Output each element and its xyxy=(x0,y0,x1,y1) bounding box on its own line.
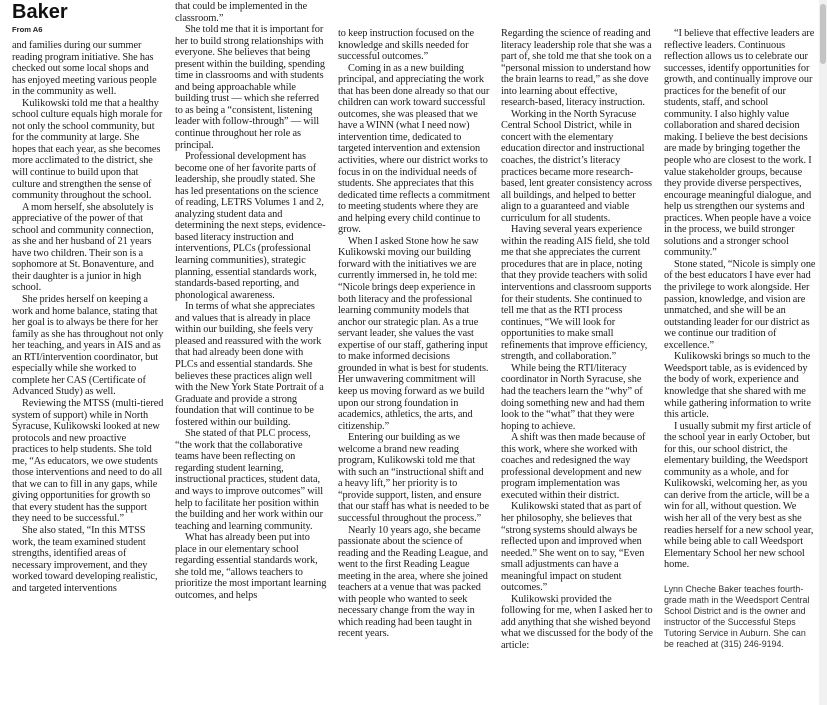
column-1 xyxy=(12,1,164,702)
continued-from: From A6 xyxy=(12,25,43,34)
paragraph: Stone stated, “Nicole is simply one of the best educators I have ever had the privilege to work alongside. Her passion, knowledge, and vision are unmatched, and she will be an outstanding leader for our district as we continue our tradition of excellence.” xyxy=(664,258,816,351)
scrollbar-track[interactable] xyxy=(819,0,827,705)
paragraph: Professional development has become one of her favorite parts of leadership, she proudly stated. She has led presentations on the science of reading, LETRS Volumes 1 and 2, analyzing student data and determining the next steps, evidence-based literacy instruction and interventions, PLCs (professional learning communities), strategic planning, essential standards work, standards-based reporting, and phonological awareness. xyxy=(175,151,326,301)
paragraph: Kulikowski stated that as part of her philosophy, she believes that “strong systems should always be reflected upon and improved when needed.” She went on to say, “Even small adjustments can have a meaningful impact on student outcomes.” xyxy=(501,501,645,594)
paragraph: “I believe that effective leaders are reflective leaders. Continuous reflection allows us to celebrate our successes, identify opportunities for growth, and continually improve our practices for the benefit of our students, staff, and school community. I also highly value collaboration and shared decision making. I believe the best decisions are made by bringing together the people who are closest to the work. I value stakeholder groups, because they provide diverse perspectives, encourage meaningful dialogue, and help us strengthen our systems and practices. When people have a voice in the process, we build stronger solutions and a stronger school community.” xyxy=(664,28,815,259)
paragraph: I usually submit my first article of the school year in early October, but for this, our school district, the elementary building, the Weedsport community as a whole, and for Kulikowski, welcoming her, as you can derive from the article, will be a win for all, without question. We wish her all of the very best as she readies herself for a new school year, while being able to call Weedsport Elementary School her new school home. xyxy=(664,420,814,571)
paragraph: to keep instruction focused on the knowledge and skills needed for successful outcomes.” xyxy=(338,28,475,63)
paragraph: When I asked Stone how he saw Kulikowski moving our building forward with the initiatives we are currently immersed in, he told me: “Nicole brings deep experience in both literacy and the professional learning community models that anchor our strategic plan. As a true servant leader, she values the vast expertise of our staff, gathering input to make informed decisions grounded in what is best for students. Her unwavering commitment will keep us moving forward as we build upon our strong foundation in academics, athletics, the arts, and citizenship.” xyxy=(338,235,489,432)
column-5 xyxy=(664,28,816,702)
paragraph: In terms of what she appreciates and values that is already in place within our building, she feels very pleased and reassured with the work that had already been done with PLCs and essential standards. She believes these practices align well with the New York State Portrait of a Graduate and provide a strong foundation that will continue to be fostered within our building. xyxy=(175,301,324,428)
paragraph: Working in the North Syracuse Central School District, while in concert with the elementary education director and instructional coaches, the district’s literacy practices became more research-based, lent greater consistency across all buildings, and helped to better align to a guaranteed and viable curriculum for all students. xyxy=(501,108,653,224)
paragraph: that could be implemented in the classroom.” xyxy=(175,1,308,24)
column-3 xyxy=(338,28,490,702)
paragraph: and families during our summer reading program initiative. She has checked out some local shops and has enjoyed meeting various people in the community as well. xyxy=(12,40,157,98)
paragraph: She also stated, “In this MTSS work, the team examined student strengths, identified areas of necessary improvement, and they worked toward developing realistic, and targeted interventions xyxy=(12,524,158,594)
paragraph: She prides herself on keeping a work and home balance, stating that her goal is to always be there for her family as she has throughout not only her teaching, and years in AIS and as an RTI/intervention coordinator, but especially while she worked to complete her CAS (Certificate of Advanced Study) as well. xyxy=(12,294,164,398)
paragraph: A mom herself, she absolutely is appreciative of the power of that school and community connection, as she and her husband of 21 years have two children. Their son is a sophomore at St. Bonaventure, and their daughter is a junior in high school. xyxy=(12,201,154,294)
column-4 xyxy=(501,28,653,702)
paragraph: Regarding the science of reading and literacy leadership role that she was a part of, she told me that she took on a “personal mission to understand how the brain learns to read,” as she dove into learning about effective, research-based, literacy instruction. xyxy=(501,28,652,109)
author-bio: Lynn Cheche Baker teaches fourth-grade math in the Weedsport Central School District and is the owner and instructor of the Successful Steps Tutoring Service in Auburn. She can be reached at (315) 246-9194. xyxy=(664,583,810,649)
paragraph: Reviewing the MTSS (multi-tiered system of support) while in North Syracuse, Kulikowski looked at new protocols and new proactive practices to help students. She told me, “As educators, we owe students those interventions and need to do all that we can to fill in any gaps, while giving opportunities for growth so that every student has the support they need to be successful.” xyxy=(12,397,164,525)
article-body xyxy=(12,1,816,702)
paragraph: Kulikowski brings so much to the Weedsport table, as is evidenced by the body of work, experience and knowledge that she shared with me while gathering information to write this article. xyxy=(664,351,811,421)
paragraph: Kulikowski told me that a healthy school culture equals high morale for not only the school community, but for the community at large. She hopes that each year, as she becomes more acclimated to the district, she will continue to build upon that culture and strengthen the sense of community throughout the school. xyxy=(12,97,163,202)
headline: Baker xyxy=(12,1,68,23)
paragraph: She told me that it is important for her to build strong relationships with everyone. She believes that being present within the building, spending time in classrooms and with students and being approachable while building trust — which she referred to as being a “consistent, listening leader with follow-through” — will continue throughout her role as principal. xyxy=(175,24,325,151)
paragraph: What has already been put into place in our elementary school regarding essential standards work, she told me, “allows teachers to prioritize the most important learning outcomes, and helps xyxy=(175,532,327,601)
paragraph: A shift was then made because of this work, where she worked with coaches and redesigned the way professional development and new program implementation was executed within their district. xyxy=(501,432,646,501)
paragraph: Kulikowski provided the following for me, when I asked her to add anything that she wished beyond what we discussed for the body of the article: xyxy=(501,593,653,651)
paragraph: While being the RTI/literacy coordinator in North Syracuse, she had the teachers learn the “why” of doing something new and had them look to the “what” that they were hoping to achieve. xyxy=(501,362,645,432)
paragraph: Having several years experience within the reading AIS field, she told me that she appreciates the current procedures that are in place, noting that they provide teachers with solid interventions and classroom supports for their students. She continued to tell me that as the RTI process continues, “We will look for opportunities to make small refinements that improve efficiency, strength, and collaboration.” xyxy=(501,224,652,363)
paragraph: Coming in as a new building principal, and appreciating the work that has been done already so that our children can work toward successful outcomes, she was pleased that we have a WINN (what I need now) intervention time, dedicated to targeted intervention and extension activities, where our district works to focus in on the individual needs of students. She appreciates that this dedicated time reflects a commitment to meeting students where they are and helping every child continue to grow. xyxy=(338,62,490,236)
paragraph: Nearly 10 years ago, she became passionate about the science of reading and the Reading League, and went to the first Reading League meeting in the area, where she joined teachers at a venue that was packed with people who wanted to seek necessary change from the way in which reading had been taught in recent years. xyxy=(338,524,488,640)
column-2 xyxy=(175,1,327,702)
paragraph: Entering our building as we welcome a brand new reading program, Kulikowski told me that with such an “instructional shift and a heavy lift,” her priority is to “provide support, listen, and ensure that our staff has what is needed to be successful throughout the process.” xyxy=(338,432,490,524)
paragraph: She stated of that PLC process, “the work that the collaborative teams have been reflecting on regarding student learning, instructional practices, student data, and ways to improve outcomes” will help to facilitate her position within the building and her work within our teaching and learning community. xyxy=(175,428,324,532)
scrollbar-thumb[interactable] xyxy=(820,4,826,64)
